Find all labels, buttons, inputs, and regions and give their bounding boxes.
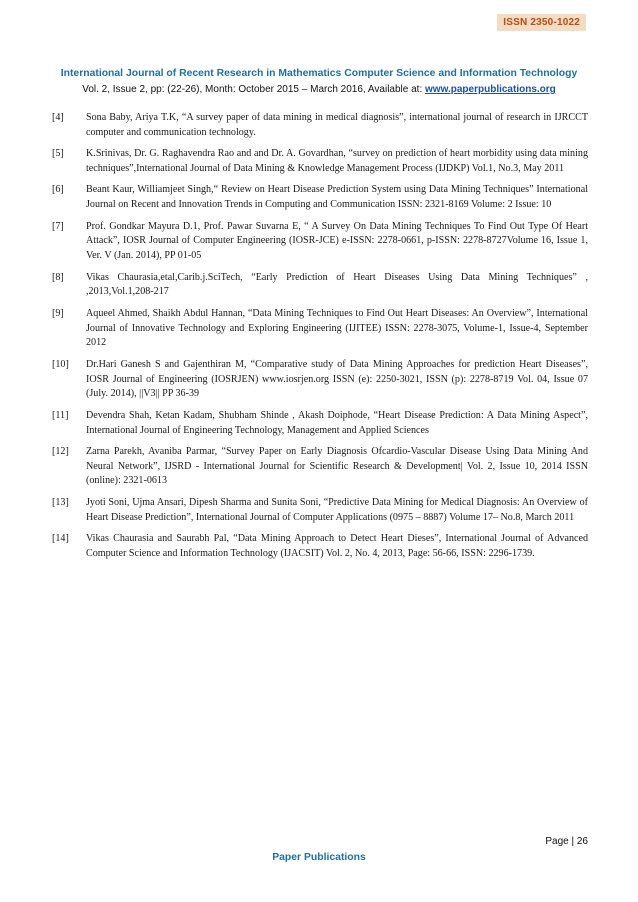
reference-number: [7] [52,220,64,232]
journal-url-link[interactable]: www.paperpublications.org [425,84,556,95]
reference-item [52,271,588,301]
reference-text: Vikas Chaurasia and Saurabh Pal, “Data Mining Approach to Detect Heart Dieses”, International Journal of Advanced Computer Science and Information Technology (IJACSIT) Vol. 2, No. 4, 2013, Page: 56-66, ISSN: 2296-1739. [86,533,588,559]
reference-number: [5] [52,148,64,160]
reference-item [52,111,588,141]
reference-number: [9] [52,307,64,319]
reference-number: [8] [52,271,64,283]
reference-item [52,220,588,264]
reference-text: Sona Baby, Ariya T.K, “A survey paper of data mining in medical diagnosis”, international journal of research in IJRCCT computer and communication technology. [86,112,588,138]
reference-text: Dr.Hari Ganesh S and Gajenthiran M, “Comparative study of Data Mining Approaches for prediction Heart Diseases”, IOSR Journal of Engineering (IOSRJEN) www.iosrjen.org ISSN (e): 2250-3021, ISSN (p): 2278-8719 Vol. 04, Issue 07 (July. 2014), ||V3|| PP 36-39 [86,358,588,400]
reference-text: Prof. Gondkar Mayura D.1, Prof. Pawar Suvarna E, “ A Survey On Data Mining Techniques To Find Out Type Of Heart Attack”, IOSR Journal of Computer Engineering (IOSR-JCE) e-ISSN: 2278-0661, p-ISSN: 2278-8727Volume 16, Issue 1, Ver. V (Jan. 2014), PP 01-05 [86,220,588,262]
issue-line [0,84,638,95]
reference-number: [11] [52,409,69,421]
issue-line-text: Vol. 2, Issue 2, pp: (22-26), Month: October 2015 – March 2016, Available at: [82,84,426,95]
reference-text: Zarna Parekh, Avaniba Parmar, “Survey Paper on Early Diagnosis Ofcardio-Vascular Disease Using Data Mining And Neural Network”, IJSRD - International Journal for Scientific Research & Development| Vol. 2, Issue 10, 2014 ISSN (online): 2321-0613 [86,445,588,487]
reference-number: [14] [52,533,69,545]
reference-text: Vikas Chaurasia,etal,Carib.j.SciTech, “Early Prediction of Heart Diseases Using Data Mining Techniques” , ,2013,Vol.1,208-217 [86,271,588,298]
reference-text: Jyoti Soni, Ujma Ansari, Dipesh Sharma and Sunita Soni, “Predictive Data Mining for Medical Diagnosis: An Overview of Heart Disease Prediction”, International Journal of Computer Applications (0975 – 8887) Volume 17– No.8, March 2011 [86,496,588,523]
reference-item [52,496,588,526]
reference-text: K.Srinivas, Dr. G. Raghavendra Rao and and Dr. A. Govardhan, “survey on prediction of heart morbidity using data mining techniques”,International Journal of Data Mining & Knowledge Management Process (IJDKP) Vol.1, No.3, May 2011 [86,148,588,174]
reference-number: [6] [52,184,64,196]
reference-list [52,111,588,568]
reference-item [52,183,588,213]
reference-text: Devendra Shah, Ketan Kadam, Shubham Shinde , Akash Doiphode, “Heart Disease Prediction: A Data Mining Aspect”, International Journal of Engineering Technology, Management and Applied Sciences [86,409,588,436]
reference-item [52,358,588,402]
reference-item [52,409,588,439]
page-number: Page | 26 [545,836,588,847]
footer-publisher: Paper Publications [272,852,366,863]
issn-badge: ISSN 2350-1022 [497,14,586,31]
reference-number: [13] [52,496,69,508]
reference-number: [10] [52,358,69,370]
reference-item [52,147,588,177]
reference-text: Aqueel Ahmed, Shaikh Abdul Hannan, “Data Mining Techniques to Find Out Heart Diseases: An Overview”, International Journal of Innovative Technology and Exploring Engineering (IJITEE) ISSN: 2278-3075, Volume-1, Issue-4, September 2012 [86,307,588,349]
reference-text: Beant Kaur, Williamjeet Singh,“ Review on Heart Disease Prediction System using Data Mining Techniques” International Journal on Recent and Innovation Trends in Computing and Communication ISSN: 2321-8169 Volume: 2 Issue: 10 [86,184,588,211]
reference-item [52,445,588,489]
reference-item [52,532,588,562]
reference-item [52,307,588,351]
reference-number: [4] [52,112,64,123]
journal-title: International Journal of Recent Research in Mathematics Computer Science and Information Technology [60,68,578,79]
reference-number: [12] [52,445,69,457]
